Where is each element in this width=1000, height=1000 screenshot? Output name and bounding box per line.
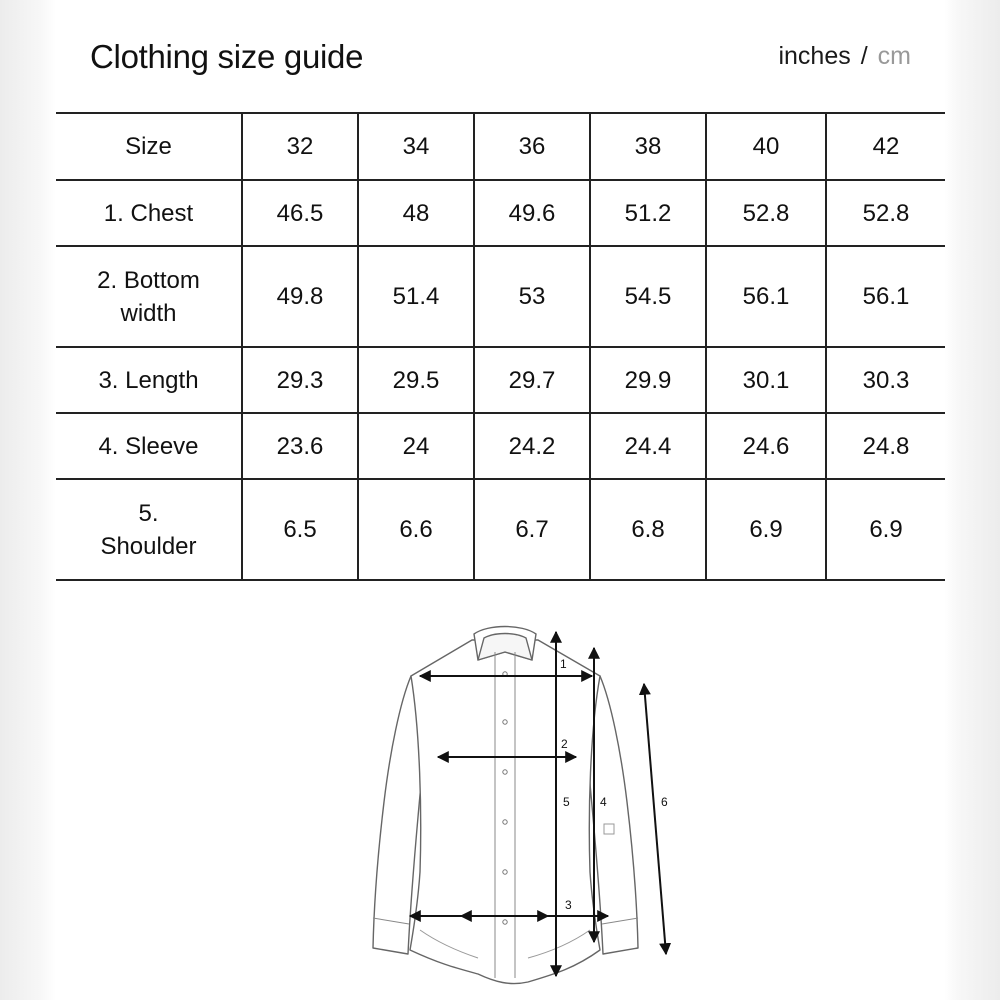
table-cell: 51.2 xyxy=(590,180,706,246)
table-cell: 6.8 xyxy=(590,479,706,580)
table-cell: 51.4 xyxy=(358,246,474,347)
row-label: 2. Bottom width xyxy=(56,246,242,347)
row-label: 4. Sleeve xyxy=(56,413,242,479)
measure-label-1: 1 xyxy=(560,657,567,671)
table-cell: 23.6 xyxy=(242,413,358,479)
table-cell: 6.9 xyxy=(826,479,945,580)
measure-label-4: 4 xyxy=(600,795,607,809)
table-cell: 30.1 xyxy=(706,347,826,413)
table-cell: 24.6 xyxy=(706,413,826,479)
unit-cm-option[interactable]: cm xyxy=(877,42,911,70)
table-cell: 52.8 xyxy=(706,180,826,246)
shirt-diagram xyxy=(360,612,668,992)
table-row xyxy=(56,479,945,580)
table-cell: 56.1 xyxy=(706,246,826,347)
unit-inches-option[interactable]: inches xyxy=(778,42,851,70)
measure-label-5: 5 xyxy=(563,795,570,809)
table-cell: 29.3 xyxy=(242,347,358,413)
measure-label-6: 6 xyxy=(661,795,668,809)
table-cell: 30.3 xyxy=(826,347,945,413)
header-cell: 42 xyxy=(826,113,945,180)
table-cell: 56.1 xyxy=(826,246,945,347)
measure-label-3: 3 xyxy=(565,898,572,912)
table-cell: 46.5 xyxy=(242,180,358,246)
shirt-outline xyxy=(373,627,638,984)
table-cell: 54.5 xyxy=(590,246,706,347)
page-title: Clothing size guide xyxy=(90,38,364,75)
header-cell: 34 xyxy=(358,113,474,180)
header-cell: 32 xyxy=(242,113,358,180)
table-cell: 24.8 xyxy=(826,413,945,479)
table-cell: 6.9 xyxy=(706,479,826,580)
unit-separator: / xyxy=(860,42,868,70)
size-table xyxy=(56,112,945,581)
header-cell: 36 xyxy=(474,113,590,180)
header-cell: 40 xyxy=(706,113,826,180)
table-cell: 24.2 xyxy=(474,413,590,479)
header-cell-size: Size xyxy=(56,113,242,180)
table-cell: 48 xyxy=(358,180,474,246)
table-row xyxy=(56,180,945,246)
unit-toggle xyxy=(778,42,911,71)
table-row xyxy=(56,413,945,479)
table-cell: 6.7 xyxy=(474,479,590,580)
table-cell: 49.6 xyxy=(474,180,590,246)
row-label: 1. Chest xyxy=(56,180,242,246)
table-row xyxy=(56,246,945,347)
table-row xyxy=(56,347,945,413)
table-cell: 24.4 xyxy=(590,413,706,479)
row-label: 3. Length xyxy=(56,347,242,413)
shirt-illustration xyxy=(360,612,668,992)
size-guide-sheet xyxy=(56,0,945,1000)
measure-line-6 xyxy=(644,684,666,954)
table-cell: 49.8 xyxy=(242,246,358,347)
table-cell: 6.6 xyxy=(358,479,474,580)
row-label: 5. Shoulder xyxy=(56,479,242,580)
table-cell: 24 xyxy=(358,413,474,479)
table-header-row xyxy=(56,113,945,180)
measure-label-2: 2 xyxy=(561,737,568,751)
table-cell: 52.8 xyxy=(826,180,945,246)
table-cell: 6.5 xyxy=(242,479,358,580)
table-cell: 29.9 xyxy=(590,347,706,413)
table-cell: 29.7 xyxy=(474,347,590,413)
table-cell: 53 xyxy=(474,246,590,347)
table-cell: 29.5 xyxy=(358,347,474,413)
header-cell: 38 xyxy=(590,113,706,180)
